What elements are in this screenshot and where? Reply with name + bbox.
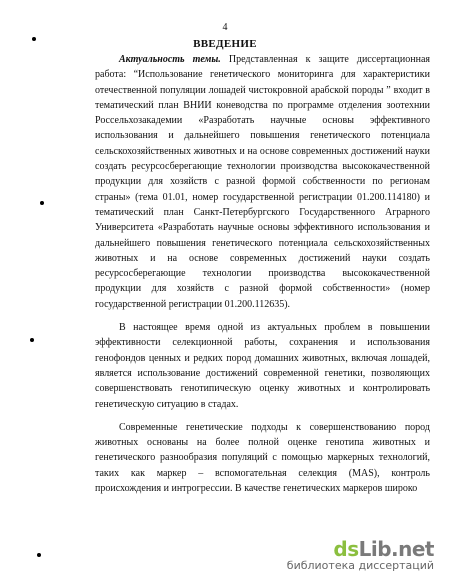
- section-heading: ВВЕДЕНИЕ: [193, 38, 257, 50]
- paragraph-approaches: Современные генетические подходы к совершенствованию пород животных основаны на более полной оценке генотипа животных и генетического разнообразия популяций с помощью маркерных технологий, таких как маркер – вспомогательная селекция (MAS), контроль происхождения и интрогрессии. В качестве генетических маркеров широко: [95, 421, 430, 495]
- binding-hole-mark: [32, 37, 36, 41]
- binding-hole-mark: [30, 338, 34, 342]
- page-number: 4: [222, 22, 228, 33]
- paragraph-relevance: [95, 52, 430, 312]
- paragraph-text: Представленная к защите диссертационная работа: “Использование генетического мониторинга для характеристики отечественной популяции лошадей чистокровной арабской породы ” входит в тематический план ВНИИ коневодства по программе отделения зоотехнии Россельхозакадемии «Разработать научные основы эффективного использования и дальнейшего повышения генетического потенциала сельскохозяйственных животных и на основе современных достижений науки создать ресурсосберегающие технологии производства высококачественной продукции для хозяйств с разной формой собственности по регионам страны» (тема 01.01, номер государственной регистрации 01.200.114180) и тематический план Санкт-Петербургского Государственного Аграрного Университета «Разработать научные основы эффективного использования и дальнейшего повышения генетического потенциала сельскохозяйственных животных и на основе современных достижений науки создать ресурсосберегающие технологии производства высококачественной продукции для хозяйств с разной формой собственности» (номер государственной регистрации 01.200.112635).: [95, 54, 430, 310]
- paragraph-lead: Актуальность темы.: [119, 54, 221, 65]
- paragraph-problem: В настоящее время одной из актуальных проблем в повышении эффективности селекционной работы, сохранения и использования генофондов ценных и редких пород домашних животных, включая лошадей, является использование достижений современной генетики, позволяющих совершенствовать генотипическую оценку животных и контролировать генетическую ситуацию в стадах.: [95, 322, 430, 410]
- watermark-logo: dsLib.net: [333, 537, 434, 561]
- binding-hole-mark: [37, 553, 41, 557]
- body-text: [95, 52, 430, 496]
- binding-hole-mark: [40, 201, 44, 205]
- watermark: [283, 537, 438, 574]
- watermark-tagline: библиотека диссертаций: [286, 559, 434, 572]
